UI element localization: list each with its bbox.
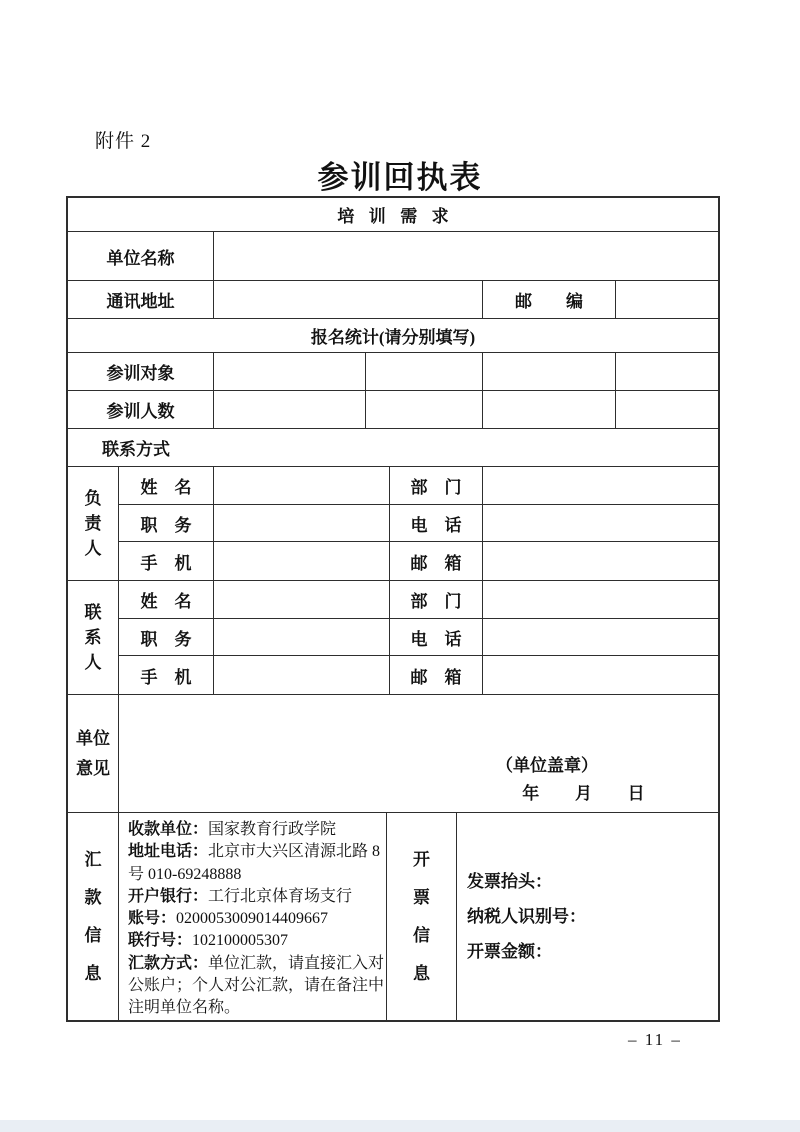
contact-row-position (119, 619, 718, 657)
unit-opinion-content-cell (119, 695, 718, 812)
trainee-type-cell-3 (483, 353, 616, 390)
training-needs-header: 培训需求 (337, 207, 464, 226)
trainee-type-cell-1 (214, 353, 366, 390)
block-payment-invoice (68, 813, 718, 1020)
row-trainee-count (68, 391, 718, 429)
row-address (68, 281, 718, 319)
unit-opinion-label-cell (68, 695, 119, 812)
leader-mobile-label: 手 机 (119, 542, 214, 580)
contact-mobile-label: 手 机 (119, 656, 214, 694)
block-unit-opinion (68, 695, 718, 813)
row-registration-header (68, 319, 718, 353)
block-leader (68, 467, 718, 581)
contact-phone-value-cell (483, 619, 718, 656)
leader-label: 负责人 (84, 489, 102, 558)
contact-name-label: 姓 名 (119, 581, 214, 618)
row-training-needs-header (68, 198, 718, 232)
contact-email-value-cell (483, 656, 718, 694)
training-receipt-form (66, 196, 720, 1022)
contact-position-label: 职 务 (119, 619, 214, 656)
leader-position-label: 职 务 (119, 505, 214, 542)
leader-phone-label: 电 话 (390, 505, 483, 542)
leader-phone-value-cell (483, 505, 718, 542)
contact-fields (119, 581, 718, 694)
postal-code-label: 邮 编 (483, 281, 616, 318)
remittance-info (119, 813, 387, 1020)
trainee-count-cell-1 (214, 391, 366, 428)
trainee-type-label: 参训对象 (68, 353, 214, 390)
row-unit-name (68, 232, 718, 281)
invoice-field-label: 发票抬头： (467, 871, 552, 891)
address-label: 通讯地址 (68, 281, 214, 318)
block-contact (68, 581, 718, 695)
contact-phone-label: 电 话 (390, 619, 483, 656)
leader-mobile-value-cell (214, 542, 390, 580)
contact-row-name (119, 581, 718, 619)
unit-seal-note: （单位盖章） (496, 756, 598, 775)
contact-label: 联系人 (84, 603, 102, 672)
attachment-label: 附件 2 (95, 131, 152, 152)
remittance-line: 联行号：102100005307 (128, 932, 289, 950)
remittance-label-cell (68, 813, 119, 1020)
contact-department-label: 部 门 (390, 581, 483, 618)
scan-edge (0, 1120, 800, 1132)
remittance-line: 收款单位：国家教育行政学院 (128, 821, 337, 838)
contact-email-label: 邮 箱 (390, 656, 483, 694)
invoice-field-label: 开票金额： (467, 941, 552, 961)
trainee-count-cell-2 (366, 391, 483, 428)
page-number: – 11 – (628, 1030, 682, 1049)
trainee-count-cell-4 (616, 391, 718, 428)
leader-department-value-cell (483, 467, 718, 504)
leader-row-name (119, 467, 718, 505)
invoice-fields (457, 813, 718, 1020)
contact-department-value-cell (483, 581, 718, 618)
remittance-line: 开户银行：工行北京体育场支行 (128, 887, 353, 905)
trainee-type-cell-2 (366, 353, 483, 390)
contact-name-value-cell (214, 581, 390, 618)
trainee-count-label: 参训人数 (68, 391, 214, 428)
invoice-field-label: 纳税人识别号： (467, 906, 586, 926)
leader-email-value-cell (483, 542, 718, 580)
unit-name-label: 单位名称 (68, 232, 214, 280)
form-title: 参训回执表 (317, 160, 483, 195)
trainee-type-cell-4 (616, 353, 718, 390)
contact-row-mobile (119, 656, 718, 694)
contact-position-value-cell (214, 619, 390, 656)
remittance-line: 地址电话：北京市大兴区清源北路 8 (128, 843, 381, 861)
remittance-label: 汇款信息 (84, 849, 102, 983)
leader-department-label: 部 门 (390, 467, 483, 504)
address-value-cell (214, 281, 483, 318)
remittance-line: 账号：0200053009014409667 (128, 910, 329, 928)
postal-code-value-cell (616, 281, 718, 318)
remittance-line: 注明单位名称。 (128, 999, 241, 1017)
invoice-label: 开票信息 (412, 849, 430, 983)
leader-row-mobile (119, 542, 718, 580)
contact-mobile-value-cell (214, 656, 390, 694)
invoice-label-cell (387, 813, 457, 1020)
unit-opinion-label: 单位意见 (76, 728, 110, 778)
leader-label-cell (68, 467, 119, 580)
registration-header: 报名统计(请分别填写) (310, 328, 476, 347)
unit-name-value-cell (214, 232, 718, 280)
leader-name-value-cell (214, 467, 390, 504)
date-line: 年 月 日 (522, 784, 654, 803)
row-trainee-type (68, 353, 718, 391)
contact-label-cell (68, 581, 119, 694)
leader-email-label: 邮 箱 (390, 542, 483, 580)
row-contact-header (68, 429, 718, 467)
contact-method-header: 联系方式 (102, 440, 170, 459)
trainee-count-cell-3 (483, 391, 616, 428)
leader-name-label: 姓 名 (119, 467, 214, 504)
leader-position-value-cell (214, 505, 390, 542)
remittance-line: 公账户；个人对公汇款，请在备注中 (128, 977, 385, 995)
remittance-line: 号 010-69248888 (128, 865, 242, 883)
remittance-line: 汇款方式：单位汇款，请直接汇入对 (128, 954, 385, 972)
leader-row-position (119, 505, 718, 543)
leader-fields (119, 467, 718, 580)
